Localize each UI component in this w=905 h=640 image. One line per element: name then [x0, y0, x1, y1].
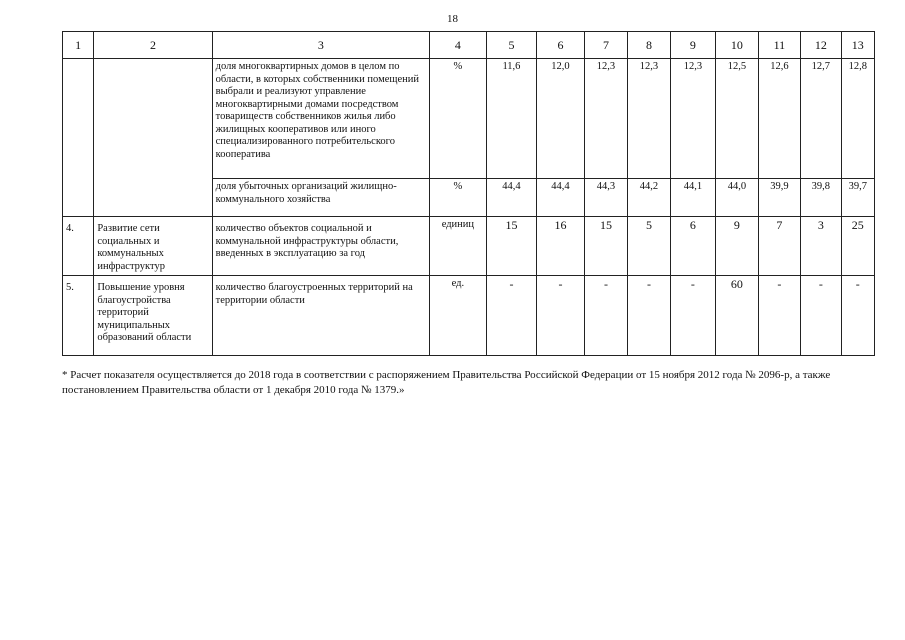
row-goal: Развитие сети социальных и коммунальных инфраструктур	[94, 217, 212, 276]
row-index: 4.	[63, 217, 94, 276]
row-value: 16	[537, 217, 585, 276]
column-header: 3	[212, 32, 429, 59]
row-value: 12,6	[758, 59, 800, 179]
row-value: -	[758, 276, 800, 356]
column-header: 7	[584, 32, 627, 59]
column-header: 11	[758, 32, 800, 59]
row-value: -	[841, 276, 874, 356]
row-value: 44,1	[670, 179, 716, 217]
table-row	[63, 276, 875, 356]
column-header: 5	[486, 32, 537, 59]
row-value: 39,9	[758, 179, 800, 217]
row-value: 44,4	[486, 179, 537, 217]
row-goal: Повышение уровня благоустройства территорий муниципальных образований области	[94, 276, 212, 356]
row-unit: единиц	[430, 217, 487, 276]
column-header: 13	[841, 32, 874, 59]
column-header: 10	[716, 32, 758, 59]
row-value: 25	[841, 217, 874, 276]
row-value: 12,8	[841, 59, 874, 179]
column-header: 8	[628, 32, 670, 59]
row-value: 12,5	[716, 59, 758, 179]
row-value: 44,4	[537, 179, 585, 217]
row-value: 7	[758, 217, 800, 276]
row-value: 12,3	[584, 59, 627, 179]
row-value: 15	[584, 217, 627, 276]
row-value: -	[584, 276, 627, 356]
row-indicator: количество благоустроенных территорий на территории области	[212, 276, 429, 356]
column-header: 6	[537, 32, 585, 59]
row-value: 44,3	[584, 179, 627, 217]
row-index: 5.	[63, 276, 94, 356]
page-number: 18	[447, 13, 458, 25]
row-value: 44,2	[628, 179, 670, 217]
row-value: 15	[486, 217, 537, 276]
row-value: 11,6	[486, 59, 537, 179]
column-header: 9	[670, 32, 716, 59]
column-header: 12	[801, 32, 841, 59]
row-indicator: количество объектов социальной и коммунальной инфраструктуры области, введенных в эксплуатацию за год	[212, 217, 429, 276]
row-value: 12,3	[670, 59, 716, 179]
row-value: -	[486, 276, 537, 356]
table-row	[63, 59, 875, 179]
row-value: -	[670, 276, 716, 356]
row-unit: %	[430, 59, 487, 179]
table-row	[63, 217, 875, 276]
row-unit: ед.	[430, 276, 487, 356]
row-value: 60	[716, 276, 758, 356]
indicators-table	[62, 31, 875, 356]
row-indicator: доля убыточных организаций жилищно-коммунального хозяйства	[212, 179, 429, 217]
column-header: 2	[94, 32, 212, 59]
row-value: 39,7	[841, 179, 874, 217]
row-value: 44,0	[716, 179, 758, 217]
row-goal	[94, 59, 212, 217]
row-unit: %	[430, 179, 487, 217]
header-row	[63, 32, 875, 59]
column-header: 4	[430, 32, 487, 59]
footnote: * Расчет показателя осуществляется до 2018 года в соответствии с распоряжением Правительства Российской Федерации от 15 ноября 2012 года № 2096-р, а также постановлением Правительства области от 1 декабря 2010 года № 1379.»	[62, 369, 831, 396]
row-value: -	[537, 276, 585, 356]
row-value: 6	[670, 217, 716, 276]
row-value: -	[801, 276, 841, 356]
row-indicator: доля многоквартирных домов в целом по области, в которых собственники помещений выбрали и реализуют управление многоквартирными домами посредством товариществ собственников жилья либо жилищных кооперативов или иного специализированного потребительского кооператива	[212, 59, 429, 179]
row-value: 39,8	[801, 179, 841, 217]
row-value: -	[628, 276, 670, 356]
row-value: 5	[628, 217, 670, 276]
row-index	[63, 59, 94, 217]
row-value: 12,7	[801, 59, 841, 179]
row-value: 12,3	[628, 59, 670, 179]
row-value: 12,0	[537, 59, 585, 179]
column-header: 1	[63, 32, 94, 59]
row-value: 3	[801, 217, 841, 276]
row-value: 9	[716, 217, 758, 276]
